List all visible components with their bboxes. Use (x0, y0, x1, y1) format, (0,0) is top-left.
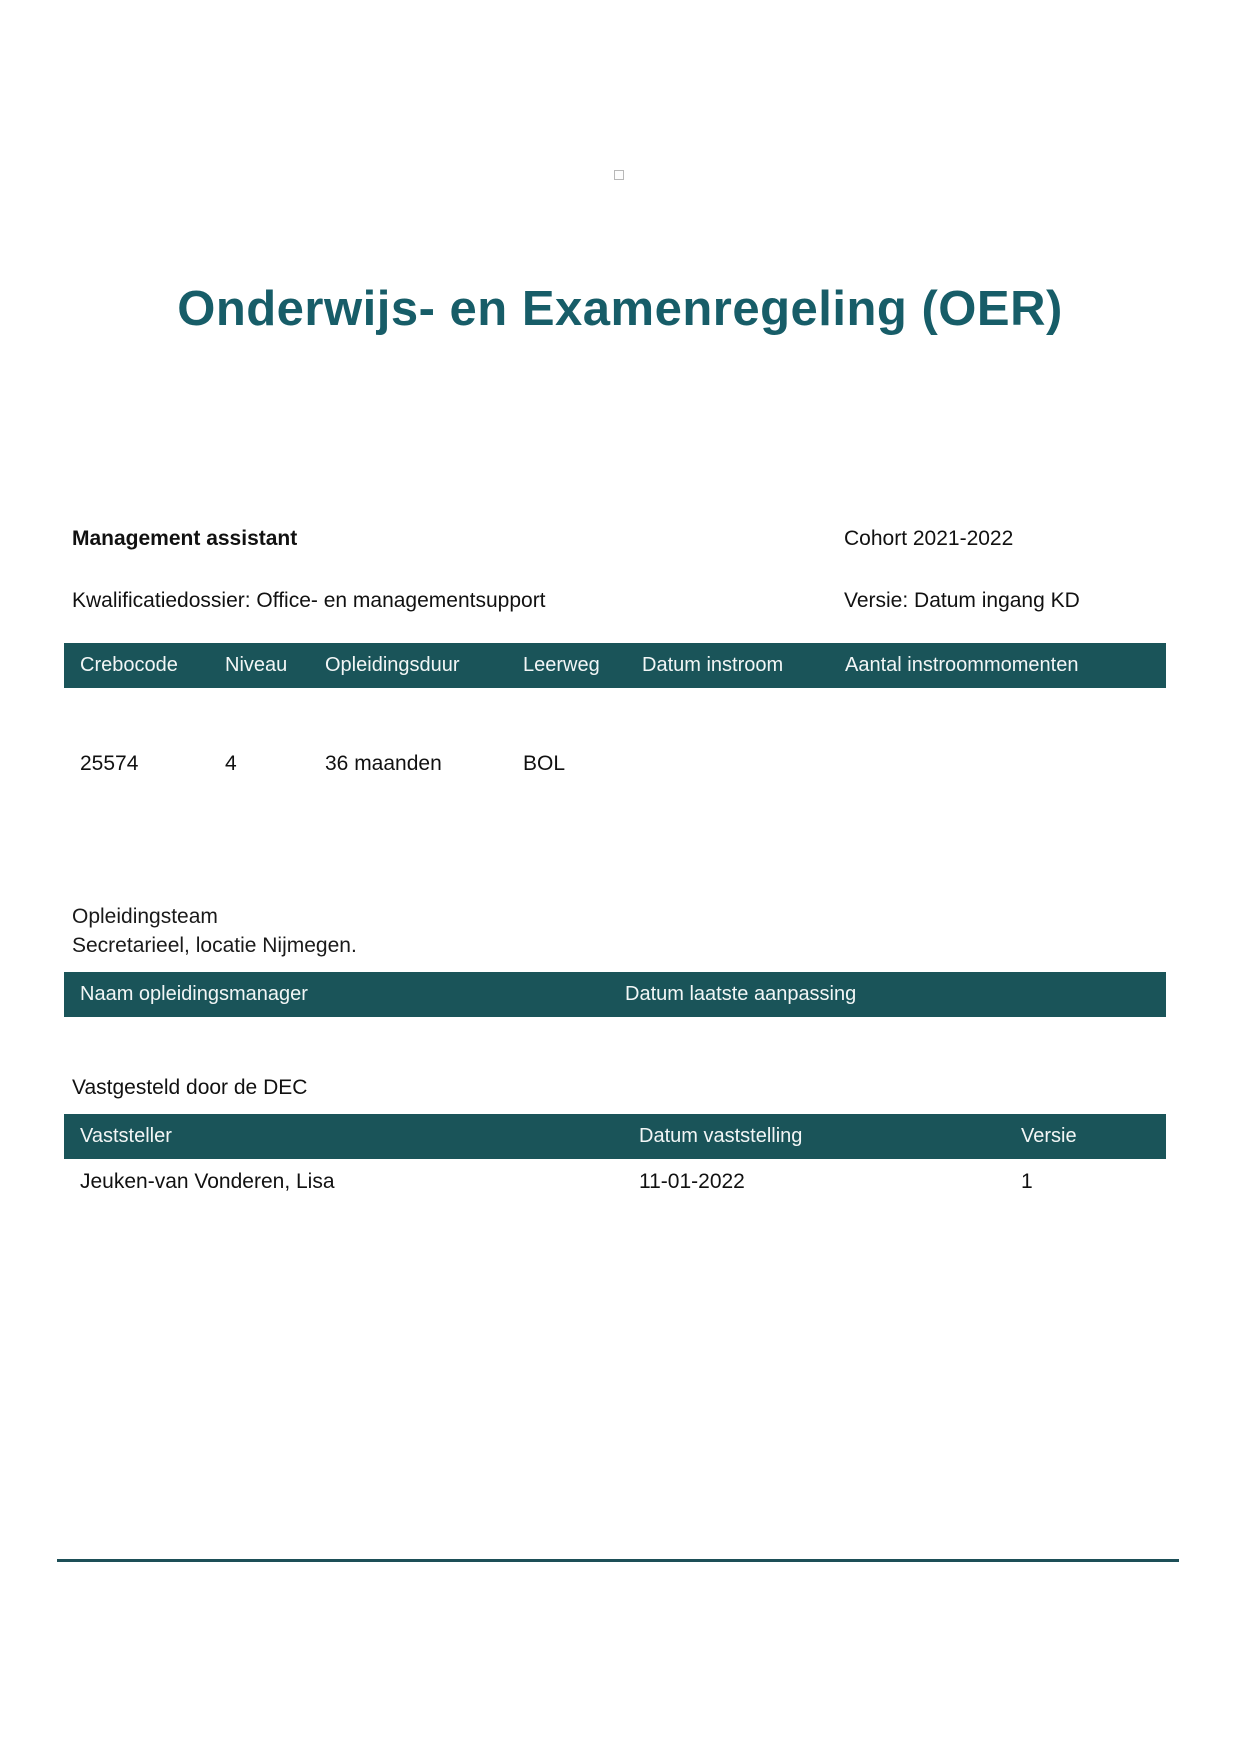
header-cell-vaststeller: Vaststeller (80, 1125, 172, 1147)
cell-datum-vaststelling: 11-01-2022 (639, 1170, 745, 1193)
team-section (72, 902, 357, 960)
cell-vaststeller: Jeuken-van Vonderen, Lisa (80, 1170, 335, 1193)
team-heading: Opleidingsteam (72, 905, 218, 928)
cell-crebocode: 25574 (80, 752, 139, 775)
manager-table-header-row (64, 972, 1166, 1017)
header-cell-versie: Versie (1021, 1125, 1077, 1147)
header-cell-datum-vaststelling: Datum vaststelling (639, 1125, 803, 1147)
version-line: Versie: Datum ingang KD (844, 589, 1080, 612)
cell-opleidingsduur: 36 maanden (325, 752, 442, 775)
header-cell-datum-laatste-aanpassing: Datum laatste aanpassing (625, 983, 857, 1005)
qualification-line: Kwalificatiedossier: Office- en managementsupport (72, 589, 546, 612)
approval-table-header-row (64, 1114, 1166, 1159)
program-name: Management assistant (72, 527, 298, 550)
cohort-label: Cohort 2021-2022 (844, 527, 1014, 550)
footer-divider-line (57, 1559, 1179, 1562)
header-cell-aantal-instroommomenten: Aantal instroommomenten (845, 654, 1079, 676)
document-title: Onderwijs- en Examenregeling (OER) (177, 281, 1063, 336)
cell-niveau: 4 (225, 752, 237, 775)
header-cell-naam-opleidingsmanager: Naam opleidingsmanager (80, 983, 308, 1005)
program-table-row (64, 751, 1166, 779)
cell-versie: 1 (1021, 1170, 1033, 1193)
header-cell-datum-instroom: Datum instroom (642, 654, 784, 676)
approval-table-row (64, 1169, 1166, 1197)
program-table-header-row (64, 643, 1166, 688)
header-cell-niveau: Niveau (225, 654, 288, 676)
cell-leerweg: BOL (523, 752, 566, 775)
header-cell-leerweg: Leerweg (523, 654, 600, 676)
approval-heading: Vastgesteld door de DEC (72, 1076, 308, 1099)
header-cell-opleidingsduur: Opleidingsduur (325, 654, 460, 676)
broken-image-placeholder-icon (614, 170, 624, 180)
header-cell-crebocode: Crebocode (80, 654, 178, 676)
team-subheading: Secretarieel, locatie Nijmegen. (72, 934, 357, 957)
